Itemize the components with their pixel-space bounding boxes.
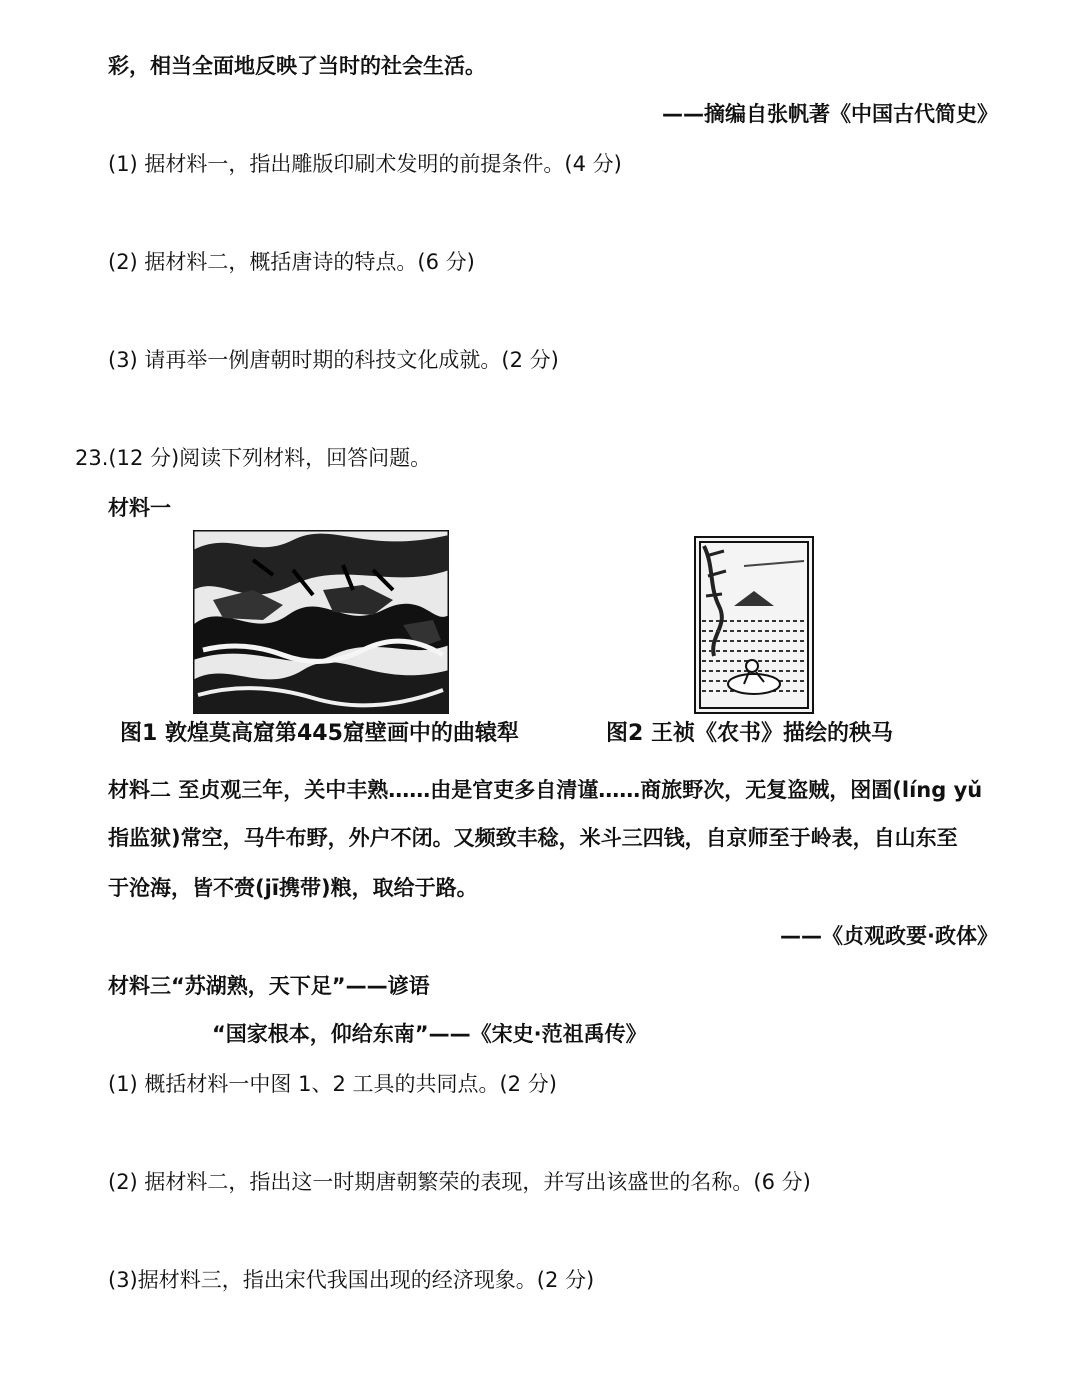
question-23-part-3: (3)据材料三，指出宋代我国出现的经济现象。(2 分) (108, 1268, 595, 1292)
question-22-part-3: (3) 请再举一例唐朝时期的科技文化成就。(2 分) (108, 348, 559, 372)
source-citation: ——摘编自张帆著《中国古代简史》 (662, 102, 998, 126)
mural-plough-figure (193, 530, 449, 714)
question-23-part-2: (2) 据材料二，指出这一时期唐朝繁荣的表现，并写出该盛世的名称。(6 分) (108, 1170, 811, 1194)
figure-2-caption: 图2 王祯《农书》描绘的秧马 (606, 721, 893, 746)
question-22-part-1: (1) 据材料一，指出雕版印刷术发明的前提条件。(4 分) (108, 152, 622, 176)
figure-1-caption: 图1 敦煌莫高窟第445窟壁画中的曲辕犁 (120, 721, 519, 746)
question-23-header: 23.(12 分)阅读下列材料，回答问题。 (75, 446, 432, 470)
material-3-line-2: “国家根本，仰给东南”——《宋史·范祖禹传》 (212, 1022, 647, 1046)
question-23-part-1: (1) 概括材料一中图 1、2 工具的共同点。(2 分) (108, 1072, 557, 1096)
question-22-part-2: (2) 据材料二，概括唐诗的特点。(6 分) (108, 250, 475, 274)
continued-paragraph: 彩，相当全面地反映了当时的社会生活。 (108, 54, 486, 78)
material-2-line-3: 于沧海，皆不赍(jī携带)粮，取给于路。 (108, 876, 478, 900)
source-citation-2: ——《贞观政要·政体》 (780, 924, 998, 948)
yangma-woodcut-figure (694, 536, 814, 714)
material-1-label: 材料一 (108, 496, 171, 520)
material-3-line-1: 材料三“苏湖熟，天下足”——谚语 (108, 974, 430, 998)
material-2-line-2: 指监狱)常空，马牛布野，外户不闭。又频致丰稔，米斗三四钱，自京师至于岭表，自山东至 (108, 826, 958, 850)
material-2-line-1: 材料二 至贞观三年，关中丰熟……由是官吏多自清谨……商旅野次，无复盗贼，囹圄(líng yǔ (108, 778, 983, 802)
